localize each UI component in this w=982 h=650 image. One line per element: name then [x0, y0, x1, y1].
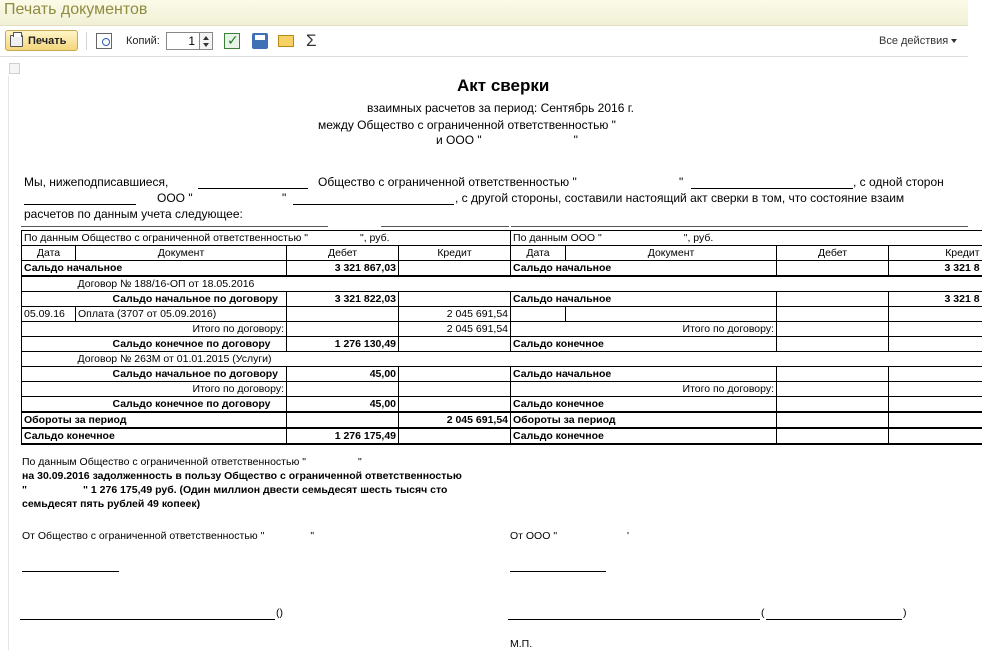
payment-document: Оплата (3707 от 05.09.2016)	[76, 307, 287, 322]
table-row	[22, 412, 982, 428]
window-title: Печать документов	[4, 1, 148, 18]
footer-debt-line: на 30.09.2016 задолженность в пользу Общество с ограниченной ответственностью	[22, 470, 462, 482]
document-edge	[8, 76, 9, 650]
right-turnover-label: Обороты за период	[511, 412, 777, 428]
col-debit: Дебет	[287, 246, 399, 261]
contract2-title: Договор № 263М от 01.01.2015 (Услуги)	[77, 353, 272, 365]
contract1-opening-debit: 3 321 822,03	[287, 292, 399, 307]
col-document: Документ	[76, 246, 287, 261]
contract2-right-total-label: Итого по договору:	[566, 382, 777, 397]
intro-quote: "	[679, 175, 684, 189]
intro-company: Общество с ограниченной ответственностью "	[318, 175, 577, 189]
stamp-place: М.П.	[510, 638, 533, 650]
doc-parties-line2	[436, 133, 578, 147]
contract1-right-total-label: Итого по договору:	[566, 322, 777, 337]
contract2-total-label: Итого по договору:	[76, 382, 287, 397]
doc-period: взаимных расчетов за период: Сентябрь 2016 г.	[367, 101, 634, 115]
contract2-opening-debit: 45,00	[287, 367, 399, 382]
printer-icon	[10, 35, 23, 47]
col-debit: Дебет	[777, 246, 889, 261]
signature-from-right: От ООО " '	[510, 530, 630, 542]
table-row	[22, 337, 982, 352]
table-row	[22, 276, 982, 292]
table-row	[22, 292, 982, 307]
contract1-right-opening-label: Сальдо начальное	[511, 292, 777, 307]
print-button[interactable]	[5, 30, 78, 51]
save-icon[interactable]	[252, 33, 268, 49]
signature-paren-right-close: )	[903, 607, 907, 619]
reconciliation-table	[21, 230, 982, 445]
footer-by-data: По данным Общество с ограниченной ответственностью " "	[22, 456, 362, 468]
doc-title: Акт сверки	[457, 76, 550, 95]
table-row	[22, 246, 982, 261]
table-row	[22, 231, 982, 246]
doc-parties-line1: между Общество с ограниченной ответственностью "	[318, 118, 616, 132]
document-area[interactable]	[0, 58, 980, 650]
payment-credit: 2 045 691,54	[399, 307, 511, 322]
signature-line-left	[22, 571, 119, 572]
contract1-title: Договор № 188/16-ОП от 18.05.2016	[76, 276, 982, 292]
intro-accounts: расчетов по данным учета следующее:	[24, 207, 243, 221]
col-date: Дата	[511, 246, 566, 261]
footer-amount-words: семьдесят пять рублей 49 копеек)	[22, 498, 201, 510]
opening-balance-label: Сальдо начальное	[22, 261, 287, 277]
closing-balance-label: Сальдо конечное	[22, 428, 287, 444]
contract2-opening-label: Сальдо начальное по договору	[76, 367, 287, 382]
contract2-closing-label: Сальдо конечное по договору	[76, 397, 287, 413]
header-rule-left	[21, 226, 328, 227]
closing-balance-debit: 1 276 175,49	[287, 428, 399, 444]
table-row	[22, 367, 982, 382]
mail-icon[interactable]	[278, 35, 294, 47]
turnover-label: Обороты за период	[22, 412, 287, 428]
intro-one-side: , с одной сторон	[853, 175, 944, 189]
table-row	[22, 261, 982, 277]
copies-input[interactable]: 1	[166, 32, 200, 50]
right-closing-balance-label: Сальдо конечное	[511, 428, 777, 444]
payment-date: 05.09.16	[22, 307, 76, 322]
document-corner-marker	[9, 63, 20, 74]
signature-paren-line	[766, 619, 902, 620]
turnover-credit: 2 045 691,54	[399, 412, 511, 428]
doc-parties-ooo: и ООО "	[436, 133, 482, 147]
doc-parties-quote: "	[573, 133, 578, 147]
signature-paren-left: ()	[276, 607, 283, 619]
contract1-opening-label: Сальдо начальное по договору	[76, 292, 287, 307]
table-row	[22, 307, 982, 322]
col-date: Дата	[22, 246, 76, 261]
preview-icon[interactable]	[96, 33, 112, 49]
all-actions-menu[interactable]	[879, 35, 957, 47]
intro-ooo: ООО "	[157, 191, 193, 205]
footer-amount-line: " " 1 276 175,49 руб. (Один миллион двести семьдесят шесть тысяч сто	[22, 484, 448, 496]
right-party-header: По данным ООО " ", руб.	[511, 231, 982, 246]
header-rule-mid	[381, 226, 509, 227]
window-titlebar	[0, 0, 968, 26]
signature-name-line-left	[20, 619, 275, 620]
contract1-right-closing-label: Сальдо конечное	[511, 337, 777, 352]
toolbar	[0, 27, 968, 57]
table-row	[22, 428, 982, 444]
table-row	[22, 382, 982, 397]
col-credit: Кредит	[889, 246, 982, 261]
contract1-total-label: Итого по договору:	[76, 322, 287, 337]
header-rule-right	[511, 226, 968, 227]
signature-blank	[691, 188, 853, 189]
opening-balance-debit: 3 321 867,03	[287, 261, 399, 277]
signature-line-right	[510, 571, 606, 572]
copies-label: Копий:	[126, 35, 160, 47]
contract2-closing-debit: 45,00	[287, 397, 399, 413]
table-row	[22, 352, 982, 367]
check-icon[interactable]	[224, 33, 240, 49]
contract1-closing-debit: 1 276 130,49	[287, 337, 399, 352]
chevron-down-icon	[951, 39, 957, 43]
all-actions-label: Все действия	[879, 35, 949, 47]
col-document: Документ	[566, 246, 777, 261]
intro-we: Мы, нижеподписавшиеся,	[24, 175, 169, 189]
contract2-right-closing-label: Сальдо конечное	[511, 397, 777, 413]
toolbar-divider	[86, 32, 87, 50]
col-credit: Кредит	[399, 246, 511, 261]
sum-icon[interactable]: Σ	[306, 31, 317, 50]
contract1-right-opening-credit: 3 321 8	[889, 292, 982, 307]
print-button-label: Печать	[28, 35, 67, 47]
left-party-header: По данным Общество с ограниченной ответственностью " ", руб.	[22, 231, 511, 246]
signature-from-left: От Общество с ограниченной ответственностью " "	[22, 530, 315, 542]
signature-blank	[24, 204, 136, 205]
signature-blank	[198, 188, 308, 189]
signature-blank	[293, 204, 454, 205]
contract1-closing-label: Сальдо конечное по договору	[76, 337, 287, 352]
signature-paren-right-open: (	[761, 607, 765, 619]
intro-quote-close: "	[282, 191, 287, 205]
table-row	[22, 397, 982, 413]
intro-other-side: , с другой стороны, составили настоящий акт сверки в том, что состояние взаим	[455, 191, 905, 205]
signature-name-line-right	[508, 619, 760, 620]
contract2-right-opening-label: Сальдо начальное	[511, 367, 777, 382]
right-opening-balance-credit: 3 321 8	[944, 262, 980, 274]
opening-balance-label: Сальдо начальное	[513, 262, 612, 274]
table-row	[22, 322, 982, 337]
contract1-total-credit: 2 045 691,54	[399, 322, 511, 337]
copies-spinner[interactable]	[200, 32, 213, 50]
